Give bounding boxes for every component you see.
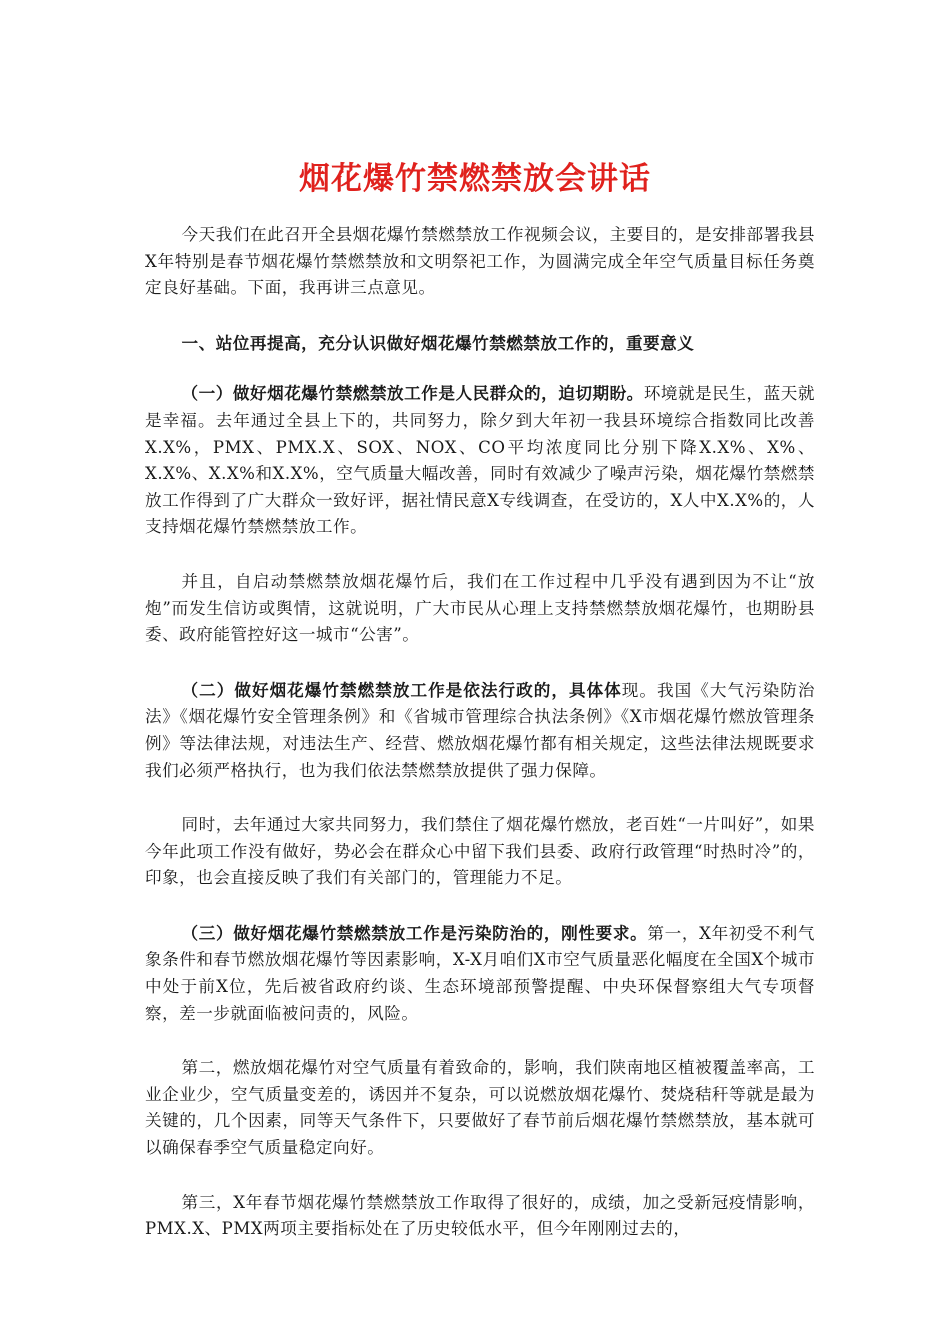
subsection-1-text: 环境就是民生，蓝天就是幸福。去年通过全县上下的，共同努力，除夕到大年初一我县环境综合指数同比改善X.X%，PMX、PMX.X、SOX、NOX、CO平均浓度同比分别下降X.X%、X%、X.X%、X.X%和X.X%，空气质量大幅改善，同时有效减少了噪声污染，烟花爆竹禁燃禁放工作得到了广大群众一致好评，据社情民意X专线调查，在受访的，X人中X.X%的，人支持烟花爆竹禁燃禁放工作。 (145, 384, 816, 537)
paragraph-subsection-2 (145, 677, 815, 784)
subsection-3-lead: （三）做好烟花爆竹禁燃禁放工作是污染防治的，刚性要求。 (181, 922, 648, 943)
subsection-1-lead: （一）做好烟花爆竹禁燃禁放工作是人民群众的，迫切期盼。 (181, 383, 644, 404)
paragraph-third: 第三，X年春节烟花爆竹禁燃禁放工作取得了很好的，成绩，加之受新冠疫情影响，PMX.X、PMX两项主要指标处在了历史较低水平，但今年刚刚过去的， (145, 1192, 815, 1239)
paragraph-support: 并且，自启动禁燃禁放烟花爆竹后，我们在工作过程中几乎没有遇到因为不让“放炮”而发生信访或舆情，这就说明，广大市民从心理上支持禁燃禁放烟花爆竹，也期盼县委、政府能管控好这一城市“公害”。 (145, 571, 815, 645)
document-body (145, 222, 815, 1271)
paragraph-second: 第二，燃放烟花爆竹对空气质量有着致命的，影响，我们陕南地区植被覆盖率高，工业企业少，空气质量变差的，诱因并不复杂，可以说燃放烟花爆竹、焚烧秸秆等就是最为关键的，几个因素，同等天气条件下，只要做好了春节前后烟花爆竹禁燃禁放，基本就可以确保春季空气质量稳定向好。 (145, 1058, 815, 1158)
paragraph-subsection-3 (145, 920, 815, 1027)
paragraph-meanwhile: 同时，去年通过大家共同努力，我们禁住了烟花爆竹燃放，老百姓“一片叫好”，如果今年此项工作没有做好，势必会在群众心中留下我们县委、政府行政管理“时热时冷”的，印象，也会直接反映了我们有关部门的，管理能力不足。 (145, 815, 815, 888)
subsection-2-text: 现。我国《大气污染防治法》《烟花爆竹安全管理条例》和《省城市管理综合执法条例》《X市烟花爆竹燃放管理条例》等法律法规，对违法生产、经营、燃放烟花爆竹都有相关规定，这些法律法规既要求我们必须严格执行，也为我们依法禁燃禁放提供了强力保障。 (145, 680, 816, 780)
section-heading-1: 一、站位再提高，充分认识做好烟花爆竹禁燃禁放工作的，重要意义 (181, 332, 695, 353)
subsection-3-text: 第一，X年初受不利气象条件和春节燃放烟花爆竹等因素影响，X-X月咱们X市空气质量恶化幅度在全国X个城市中处于前X位，先后被省政府约谈、生态环境部预警提醒、中央环保督察组大气专项督察，差一步就面临被问责的，风险。 (145, 923, 815, 1023)
page-title: 烟花爆竹禁燃禁放会讲话 (299, 161, 651, 197)
paragraph-subsection-1 (145, 380, 815, 541)
paragraph-intro: 今天我们在此召开全县烟花爆竹禁燃禁放工作视频会议，主要目的，是安排部署我县X年特别是春节烟花爆竹禁燃禁放和文明祭祀工作，为圆满完成全年空气质量目标任务奠定良好基础。下面，我再讲三点意见。 (145, 225, 815, 298)
subsection-2-lead: （二）做好烟花爆竹禁燃禁放工作是依法行政的，具体体 (181, 679, 622, 700)
